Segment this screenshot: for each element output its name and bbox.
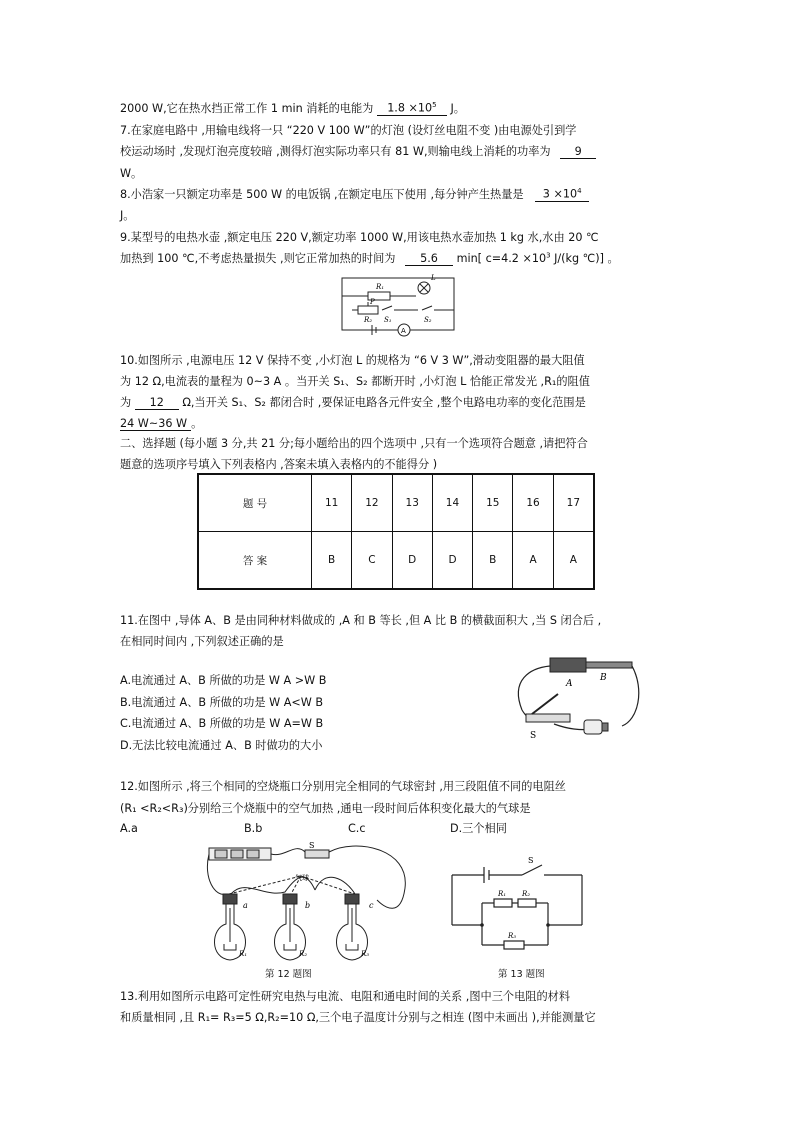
q12-line2: (R₁ <R₂<R₃)分别给三个烧瓶中的空气加热 ,通电一段时间后体积变化最大的气球是 <box>120 802 531 815</box>
q11-option-d: D.无法比较电流通过 A、B 时做功的大小 <box>120 739 323 752</box>
q11-line1: 11.在图中 ,导体 A、B 是由同种材料做成的 ,A 和 B 等长 ,但 A 比 B 的横截面积大 ,当 S 闭合后 , <box>120 614 602 627</box>
q7-line2-text: 校运动场时 ,发现灯泡亮度较暗 ,测得灯泡实际功率只有 81 W,则输电线上消耗的功率为 <box>120 145 551 158</box>
fig12-r2-label: R₂ <box>299 950 308 958</box>
fig12-b-label: b <box>305 901 311 910</box>
q13-line1: 13.利用如图所示电路可定性研究电热与电流、电阻和通电时间的关系 ,图中三个电阻的材料 <box>120 990 571 1003</box>
table-answer: B <box>312 532 352 589</box>
fig13-r3-label: R₃ <box>508 932 517 940</box>
q10-line4 <box>120 415 202 431</box>
table-answer: D <box>392 532 432 589</box>
q10-answer2: 24 W~36 W <box>120 417 191 431</box>
q9-formula-tail: J/(kg ℃)] 。 <box>550 252 619 265</box>
q10-line2: 为 12 Ω,电流表的量程为 0~3 A 。当开关 S₁、S₂ 都断开时 ,小灯泡 L 恰能正常发光 ,R₁的阻值 <box>120 375 590 388</box>
q7-line2 <box>120 143 596 159</box>
q11-line2: 在相同时间内 ,下列叙述正确的是 <box>120 635 284 648</box>
q11-conductor-figure <box>510 650 640 742</box>
fig10-r2-label: R₂ <box>364 316 373 324</box>
q11-option-c: C.电流通过 A、B 所做的功是 W A=W B <box>120 717 324 730</box>
table-answer: A <box>513 532 553 589</box>
q9-formula: min[ c=4.2 ×10 <box>456 252 547 265</box>
table-row-numbers <box>199 475 594 532</box>
answer-table <box>198 474 594 589</box>
q13-circuit-figure <box>448 855 588 963</box>
q10-line3-text: Ω,当开关 S₁、S₂ 都闭合时 ,要保证电路各元件安全 ,整个电路电功率的变化范围是 <box>182 396 586 409</box>
section2-line1: 二、选择题 (每小题 3 分,共 21 分;每小题给出的四个选项中 ,只有一个选项符合题意 ,请把符合 <box>120 437 588 450</box>
fig13-caption: 第 13 题图 <box>498 969 545 980</box>
fig10-l-label: L <box>431 274 436 282</box>
fig12-a-label: a <box>243 901 248 910</box>
fig10-s1-label: S₁ <box>384 316 392 324</box>
fig12-r3-label: R₃ <box>361 950 370 958</box>
q10-line3 <box>120 394 586 410</box>
fig10-r1-label: R₁ <box>376 283 385 291</box>
q9-answer: 5.6 <box>405 252 453 266</box>
fig11-b-label: B <box>600 673 607 683</box>
q9-line2-text: 加热到 100 ℃,不考虑热量损失 ,则它正常加热的时间为 <box>120 252 396 265</box>
q6-unit: J。 <box>450 102 465 115</box>
q12-options <box>120 820 507 836</box>
q6-text: 2000 W,它在热水挡正常工作 1 min 消耗的电能为 <box>120 102 374 115</box>
q9-exp: 3 <box>546 251 551 260</box>
q10-circuit-figure <box>338 270 460 344</box>
table-answer: A <box>553 532 593 589</box>
table-number: 14 <box>432 475 472 532</box>
q7-line3: W。 <box>120 167 143 180</box>
fig11-s-label: S <box>530 731 537 741</box>
fig10-p-label: P <box>370 298 375 306</box>
q10-answer1: 12 <box>135 396 179 410</box>
q8-line2: J。 <box>120 209 135 222</box>
fig10-ammeter-label: A <box>401 327 406 335</box>
q9-line2 <box>120 250 619 266</box>
fig13-r2-label: R₂ <box>522 890 531 898</box>
q12-flask-figure <box>205 838 415 963</box>
fig12-balloon-label: 气球 <box>295 874 309 882</box>
q12-option-c: C.c <box>348 822 366 835</box>
q10-line3-prefix: 为 <box>120 396 132 409</box>
table-answer: B <box>473 532 513 589</box>
q6-line <box>120 100 465 116</box>
fig10-s2-label: S₂ <box>424 316 432 324</box>
q6-answer: $1.8 \times 10^5$ <box>377 101 447 116</box>
table-answer: D <box>432 532 472 589</box>
q9-line1: 9.某型号的电热水壶 ,额定电压 220 V,额定功率 1000 W,用该电热水壶加热 1 kg 水,水由 20 ℃ <box>120 231 599 244</box>
fig12-r1-label: R₁ <box>239 950 248 958</box>
table-row-answers <box>199 532 594 589</box>
fig13-r1-label: R₁ <box>498 890 507 898</box>
q7-line1: 7.在家庭电路中 ,用输电线将一只 “220 V 100 W”的灯泡 (设灯丝电阻不变 )由电源处引到学 <box>120 124 577 137</box>
table-number: 16 <box>513 475 553 532</box>
table-number: 12 <box>352 475 392 532</box>
q11-option-a: A.电流通过 A、B 所做的功是 W A >W B <box>120 674 327 687</box>
q13-line2: 和质量相同 ,且 R₁= R₃=5 Ω,R₂=10 Ω,三个电子温度计分别与之相连 (图中未画出 ),并能测量它 <box>120 1011 596 1024</box>
fig12-c-label: c <box>369 901 374 910</box>
fig12-caption: 第 12 题图 <box>265 969 312 980</box>
fig12-s-label: S <box>309 841 315 850</box>
q12-option-b: B.b <box>244 822 263 835</box>
table-answer-label: 答 案 <box>199 532 312 589</box>
q12-line1: 12.如图所示 ,将三个相同的空烧瓶口分别用完全相同的气球密封 ,用三段阻值不同的电阻丝 <box>120 780 566 793</box>
q12-option-d: D.三个相同 <box>450 822 507 835</box>
q8-line1 <box>120 186 589 202</box>
q10-line1: 10.如图所示 ,电源电压 12 V 保持不变 ,小灯泡 L 的规格为 “6 V 3 W”,滑动变阻器的最大阻值 <box>120 354 585 367</box>
q12-option-a: A.a <box>120 822 138 835</box>
table-number: 13 <box>392 475 432 532</box>
table-number: 15 <box>473 475 513 532</box>
q7-answer: 9 <box>560 145 596 159</box>
fig11-a-label: A <box>566 679 573 689</box>
table-number: 11 <box>312 475 352 532</box>
table-number: 17 <box>553 475 593 532</box>
table-answer: C <box>352 532 392 589</box>
section2-line2: 题意的选项序号填入下列表格内 ,答案未填入表格内的不能得分 ) <box>120 458 438 471</box>
q8-line1-text: 8.小浩家一只额定功率是 500 W 的电饭锅 ,在额定电压下使用 ,每分钟产生热量是 <box>120 188 524 201</box>
q8-answer: $3 \times 10^4$ <box>535 187 589 202</box>
fig13-s-label: S <box>528 856 534 865</box>
table-header-label: 题 号 <box>199 475 312 532</box>
q10-line4-end: 。 <box>191 417 203 430</box>
q11-option-b: B.电流通过 A、B 所做的功是 W A<W B <box>120 696 324 709</box>
